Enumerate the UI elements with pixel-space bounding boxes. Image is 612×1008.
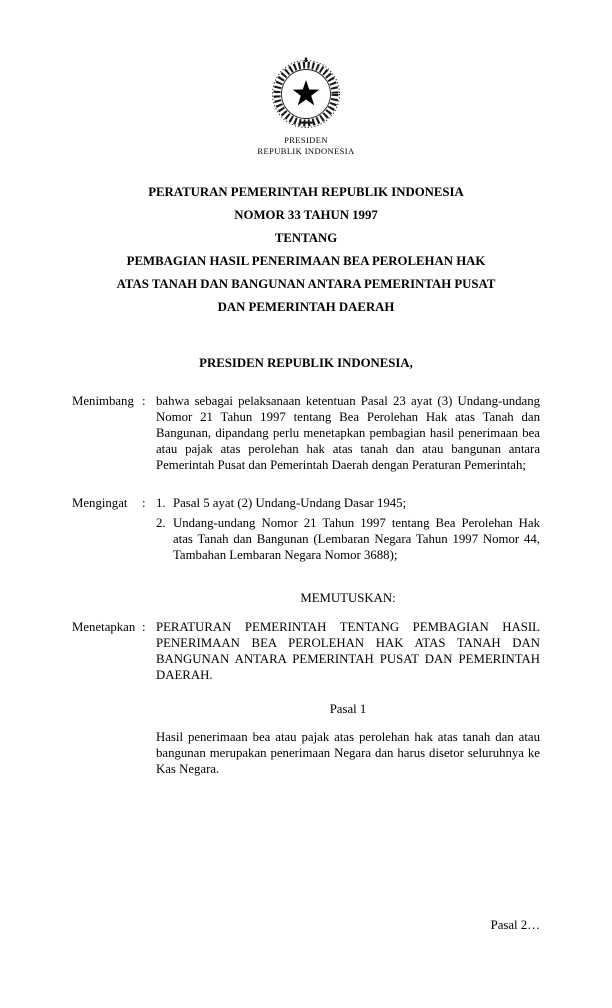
menimbang-section	[72, 393, 540, 473]
pasal-1-text: Hasil penerimaan bea atau pajak atas perolehan hak atas tanah dan atau bangunan merupakan penerimaan Negara dan harus disetor seluruhnya ke Kas Negara.	[156, 730, 540, 776]
title-line-5: ATAS TANAH DAN BANGUNAN ANTARA PEMERINTAH PUSAT	[116, 277, 496, 291]
mengingat-item-2-number: 2.	[156, 516, 166, 530]
title-line-4: PEMBAGIAN HASIL PENERIMAAN BEA PEROLEHAN HAK	[126, 254, 486, 268]
seal-caption-presiden: PRESIDEN	[284, 135, 328, 145]
mengingat-item-2-text: Undang-undang Nomor 21 Tahun 1997 tentang Bea Perolehan Hak atas Tanah dan Bangunan (Lembaran Negara Tahun 1997 Nomor 44, Tambahan Lembaran Negara Nomor 3688);	[173, 516, 540, 562]
menimbang-text: bahwa sebagai pelaksanaan ketentuan Pasal 23 ayat (3) Undang-undang Nomor 21 Tahun 1997 tentang Bea Perolehan Hak atas Tanah dan Bangunan, dipandang perlu menetapkan pembagian hasil penerimaan bea atau pajak atas perolehan hak atas tanah dan atau bangunan antara Pemerintah Pusat dan Pemerintah Daerah dengan Peraturan Pemerintah;	[156, 394, 540, 472]
mengingat-label: Mengingat	[72, 496, 128, 510]
title-line-2: NOMOR 33 TAHUN 1997	[234, 208, 378, 222]
seal-caption-republik: REPUBLIK INDONESIA	[257, 146, 355, 156]
mengingat-section	[72, 495, 540, 563]
opening-formula: PRESIDEN REPUBLIK INDONESIA,	[199, 356, 413, 370]
menetapkan-label: Menetapkan	[72, 620, 136, 634]
next-page-catchword: Pasal 2…	[490, 918, 540, 932]
menetapkan-colon: :	[142, 620, 146, 634]
pasal-1-heading: Pasal 1	[329, 702, 367, 716]
title-line-6: DAN PEMERINTAH DAERAH	[217, 300, 395, 314]
mengingat-item-1	[156, 495, 540, 511]
title-line-1: PERATURAN PEMERINTAH REPUBLIK INDONESIA	[148, 185, 464, 199]
mengingat-colon: :	[142, 496, 146, 510]
menetapkan-text: PERATURAN PEMERINTAH TENTANG PEMBAGIAN HASIL PENERIMAAN BEA PEROLEHAN HAK ATAS TANAH DAN BANGUNAN ANTARA PEMERINTAH PUSAT DAN PEMERINTAH DAERAH.	[156, 620, 540, 682]
regulation-title	[72, 181, 540, 319]
mengingat-list	[156, 495, 540, 563]
mengingat-item-2	[156, 515, 540, 563]
title-line-3: TENTANG	[274, 231, 338, 245]
seal-block	[72, 56, 540, 157]
presidential-seal-icon	[72, 56, 540, 132]
menetapkan-section	[72, 619, 540, 683]
menimbang-label: Menimbang	[72, 394, 134, 408]
mengingat-item-1-number: 1.	[156, 496, 166, 510]
memutuskan-heading: MEMUTUSKAN:	[300, 591, 396, 605]
menimbang-colon: :	[142, 394, 146, 408]
mengingat-item-1-text: Pasal 5 ayat (2) Undang-Undang Dasar 1945;	[173, 496, 407, 510]
